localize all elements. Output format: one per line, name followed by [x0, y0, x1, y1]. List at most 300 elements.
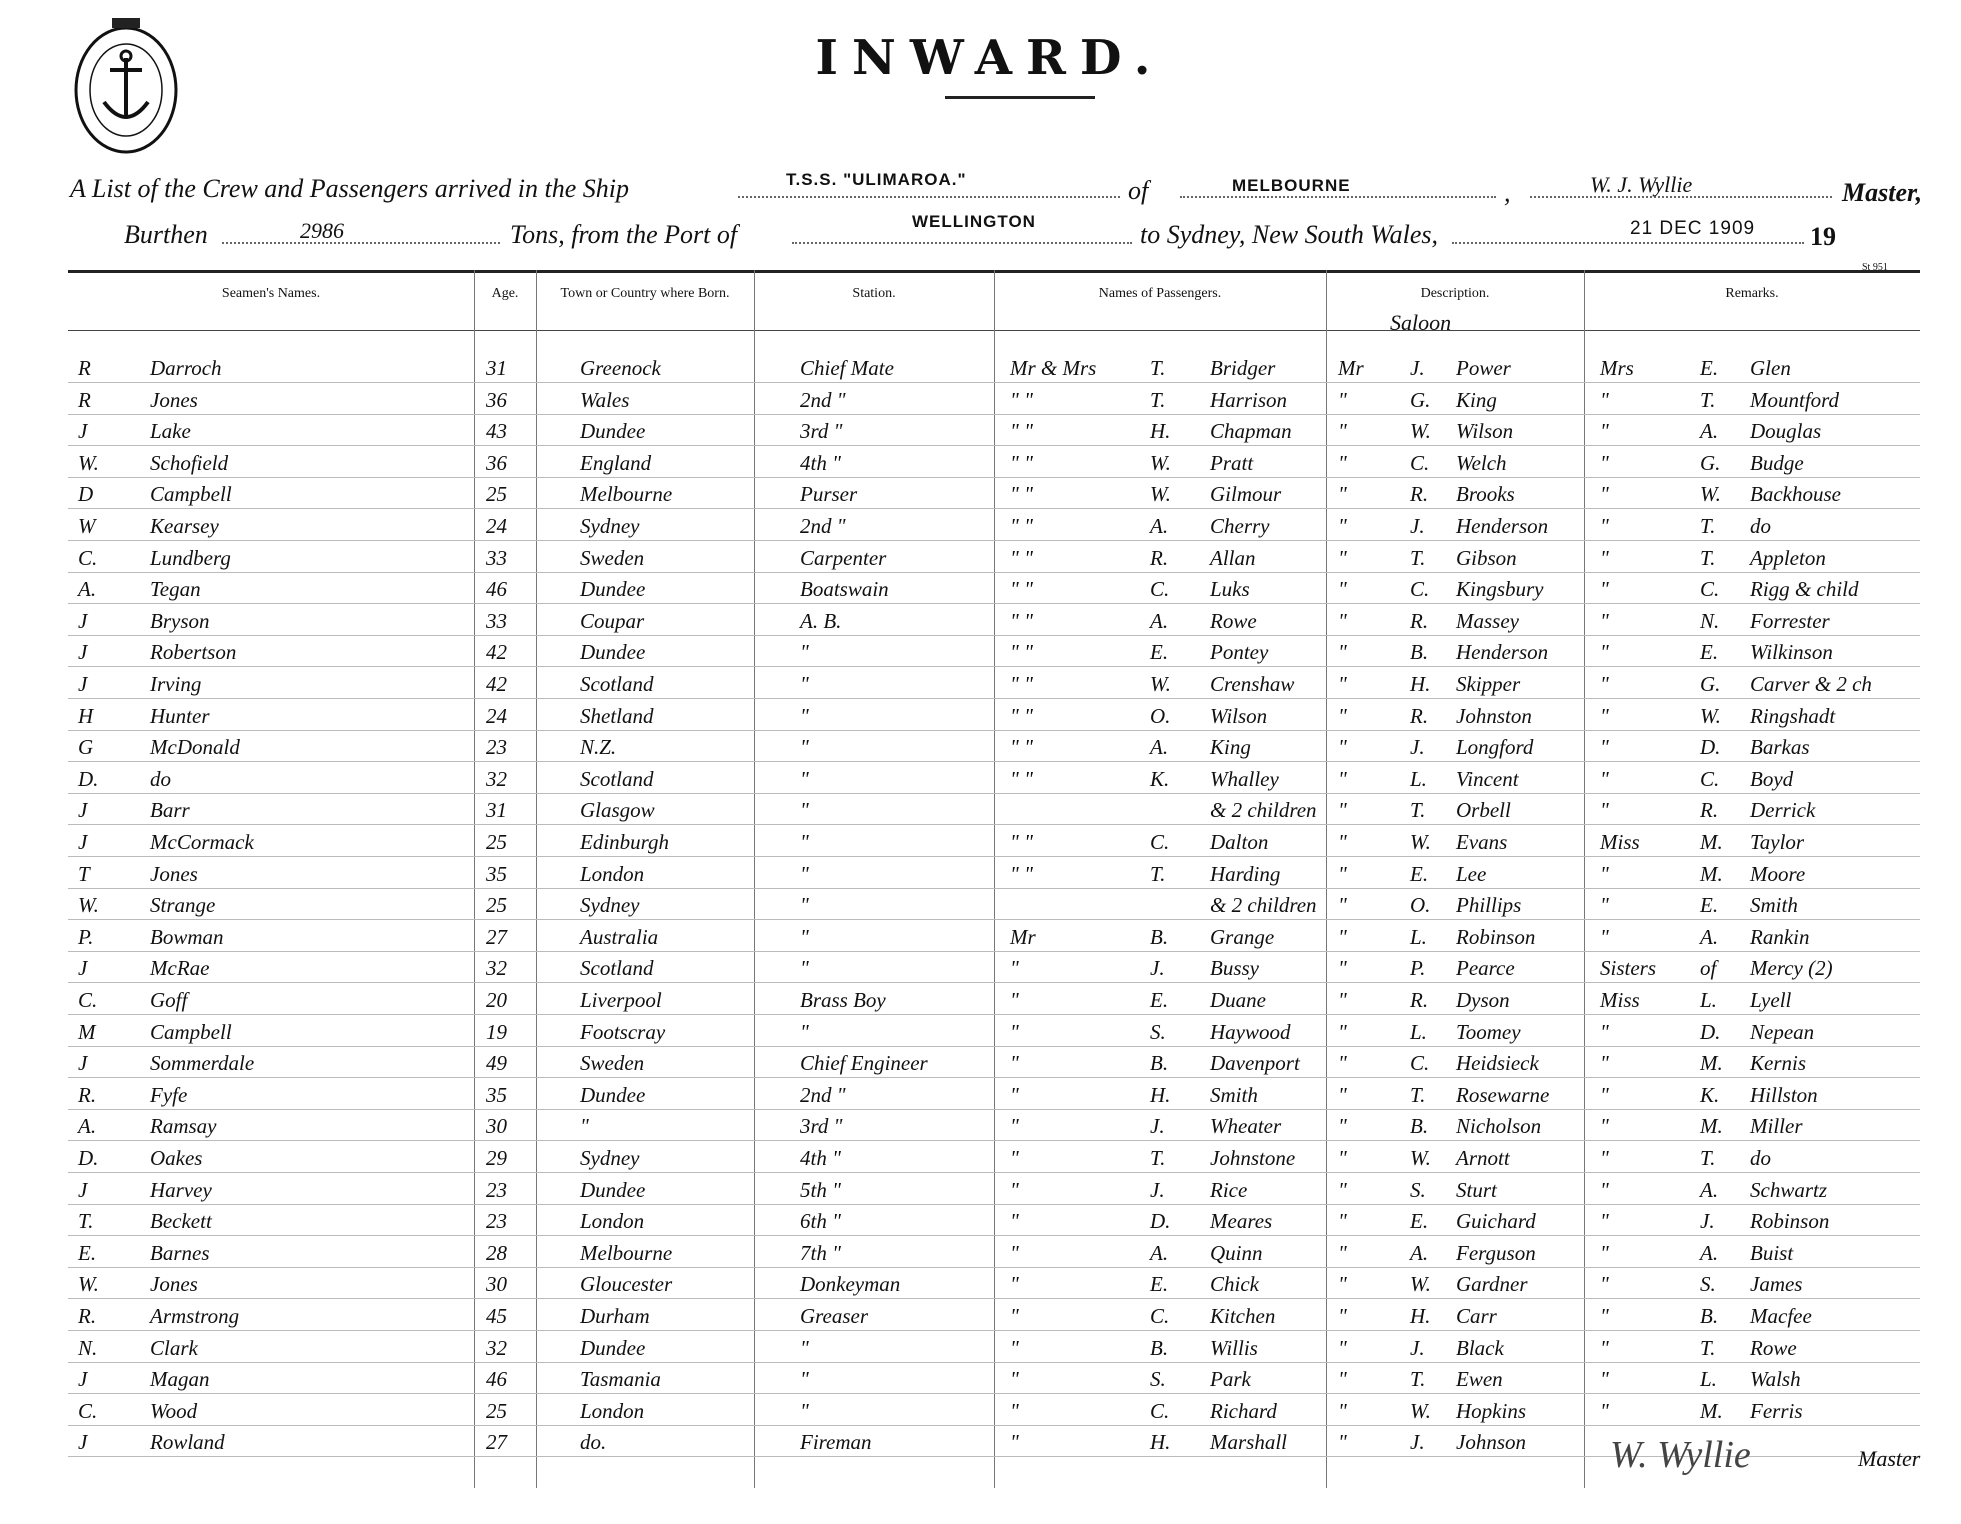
seaman-birthplace: Melbourne	[580, 1241, 673, 1265]
passenger-title: "	[1010, 1114, 1019, 1138]
seaman-surname: Tegan	[150, 577, 201, 601]
burthen-label: Burthen	[124, 220, 208, 249]
seaman-age: 23	[486, 735, 507, 759]
saloon-surname: Nicholson	[1456, 1114, 1542, 1138]
remarks-title: "	[1600, 514, 1609, 538]
saloon-surname: Robinson	[1456, 925, 1536, 949]
saloon-initial: H.	[1410, 672, 1431, 696]
seaman-station: "	[800, 1399, 809, 1423]
seaman-birthplace: Glasgow	[580, 798, 655, 822]
remarks-surname: Schwartz	[1750, 1178, 1828, 1202]
passenger-title: "	[1010, 1083, 1019, 1107]
passenger-title: Mr & Mrs	[1010, 356, 1097, 380]
remarks-title: "	[1600, 1114, 1609, 1138]
remarks-title: "	[1600, 1241, 1609, 1265]
passenger-initial: T.	[1150, 356, 1166, 380]
remarks-surname: Appleton	[1750, 546, 1826, 570]
passenger-surname: Harding	[1210, 862, 1281, 886]
passenger-surname: Pratt	[1210, 451, 1254, 475]
saloon-surname: Pearce	[1456, 956, 1515, 980]
saloon-initial: W.	[1410, 1146, 1431, 1170]
seaman-birthplace: London	[580, 1209, 645, 1233]
remarks-surname: Rigg & child	[1750, 577, 1859, 601]
seaman-surname: Wood	[150, 1399, 198, 1423]
seaman-birthplace: Liverpool	[580, 988, 662, 1012]
remarks-initial: D.	[1700, 735, 1721, 759]
seaman-initial: A.	[78, 577, 97, 601]
saloon-surname: Henderson	[1456, 640, 1549, 664]
from-port-dotted-line	[792, 242, 1132, 244]
remarks-surname: Smith	[1750, 893, 1798, 917]
saloon-title: "	[1338, 988, 1347, 1012]
seaman-birthplace: Footscray	[580, 1020, 666, 1044]
seaman-birthplace: Sydney	[580, 893, 640, 917]
remarks-surname: Barkas	[1750, 735, 1810, 759]
saloon-title: "	[1338, 388, 1347, 412]
remarks-title: "	[1600, 767, 1609, 791]
table-row-rule	[68, 1267, 1920, 1268]
remarks-initial: W.	[1700, 482, 1721, 506]
remarks-initial: A.	[1700, 419, 1719, 443]
ship-name: T.S.S. "ULIMAROA."	[786, 170, 967, 189]
remarks-surname: Miller	[1750, 1114, 1803, 1138]
passenger-surname: Bridger	[1210, 356, 1276, 380]
seaman-birthplace: Dundee	[580, 1336, 646, 1360]
seaman-station: Purser	[800, 482, 858, 506]
saloon-surname: Lee	[1456, 862, 1487, 886]
seaman-station: 3rd "	[800, 419, 843, 443]
passenger-initial: R.	[1150, 546, 1169, 570]
seaman-surname: Clark	[150, 1336, 198, 1360]
remarks-initial: L.	[1700, 988, 1717, 1012]
remarks-initial: E.	[1700, 356, 1719, 380]
seaman-surname: Armstrong	[150, 1304, 240, 1328]
remarks-title: "	[1600, 1051, 1609, 1075]
saloon-title: "	[1338, 640, 1347, 664]
passenger-title: "	[1010, 1051, 1019, 1075]
saloon-title: "	[1338, 830, 1347, 854]
seaman-age: 30	[486, 1114, 507, 1138]
seaman-station: "	[800, 862, 809, 886]
tons-label: Tons, from the Port of	[510, 220, 738, 249]
table-row-rule	[68, 1172, 1920, 1173]
seaman-birthplace: Durham	[580, 1304, 650, 1328]
remarks-initial: M.	[1700, 862, 1723, 886]
passenger-surname: Park	[1210, 1367, 1251, 1391]
remarks-surname: Derrick	[1750, 798, 1816, 822]
seaman-surname: Irving	[150, 672, 202, 696]
remarks-surname: Backhouse	[1750, 482, 1841, 506]
remarks-initial: of	[1700, 956, 1717, 980]
table-row-rule	[68, 793, 1920, 794]
remarks-surname: Douglas	[1750, 419, 1822, 443]
passenger-title: " "	[1010, 388, 1033, 412]
passenger-title: " "	[1010, 862, 1033, 886]
remarks-initial: A.	[1700, 1178, 1719, 1202]
saloon-surname: Johnson	[1456, 1430, 1526, 1454]
seaman-birthplace: Dundee	[580, 577, 646, 601]
seaman-age: 31	[486, 356, 507, 380]
saloon-initial: L.	[1410, 1020, 1427, 1044]
seaman-surname: Jones	[150, 1272, 198, 1296]
seaman-station: 2nd "	[800, 1083, 846, 1107]
saloon-title: "	[1338, 451, 1347, 475]
remarks-initial: M.	[1700, 1051, 1723, 1075]
table-row-rule	[68, 572, 1920, 573]
seaman-age: 43	[486, 419, 507, 443]
remarks-initial: G.	[1700, 672, 1721, 696]
seaman-birthplace: N.Z.	[580, 735, 617, 759]
passenger-initial: B.	[1150, 1051, 1169, 1075]
seaman-initial: J	[78, 798, 88, 822]
seaman-initial: J	[78, 1051, 88, 1075]
saloon-surname: King	[1456, 388, 1497, 412]
col-header-station: Station.	[852, 286, 896, 301]
signature-title: Master	[1858, 1446, 1921, 1471]
table-row-rule	[68, 1014, 1920, 1015]
page-title: INWARD.	[815, 30, 1165, 86]
seaman-surname: Oakes	[150, 1146, 203, 1170]
remarks-surname: Ferris	[1750, 1399, 1803, 1423]
seaman-surname: do	[150, 767, 171, 791]
saloon-title: "	[1338, 672, 1347, 696]
passenger-surname: Allan	[1210, 546, 1256, 570]
remarks-surname: Carver & 2 ch	[1750, 672, 1872, 696]
passenger-initial: A.	[1150, 609, 1169, 633]
saloon-initial: J.	[1410, 1336, 1425, 1360]
saloon-initial: T.	[1410, 1367, 1426, 1391]
saloon-initial: J.	[1410, 1430, 1425, 1454]
remarks-initial: M.	[1700, 1399, 1723, 1423]
seaman-station: Chief Mate	[800, 356, 894, 380]
seaman-surname: Strange	[150, 893, 216, 917]
seaman-initial: J	[78, 1430, 88, 1454]
seaman-station: A. B.	[800, 609, 842, 633]
seaman-birthplace: Scotland	[580, 672, 654, 696]
passenger-surname: Dalton	[1210, 830, 1269, 854]
remarks-title: "	[1600, 419, 1609, 443]
seaman-age: 33	[486, 546, 507, 570]
passenger-surname: Willis	[1210, 1336, 1258, 1360]
seaman-surname: McRae	[150, 956, 210, 980]
saloon-initial: W.	[1410, 419, 1431, 443]
saloon-label: Saloon	[1390, 310, 1452, 335]
passenger-surname: Smith	[1210, 1083, 1258, 1107]
seaman-surname: Campbell	[150, 1020, 232, 1044]
seaman-age: 42	[486, 640, 507, 664]
table-row-rule	[68, 730, 1920, 731]
seaman-birthplace: Dundee	[580, 640, 646, 664]
saloon-surname: Wilson	[1456, 419, 1514, 443]
saloon-initial: O.	[1410, 893, 1431, 917]
seaman-birthplace: Shetland	[580, 704, 654, 728]
saloon-surname: Brooks	[1456, 482, 1515, 506]
remarks-initial: A.	[1700, 1241, 1719, 1265]
saloon-initial: C.	[1410, 451, 1430, 475]
passenger-surname: Harrison	[1210, 388, 1288, 412]
ship-dotted-line	[738, 196, 1120, 198]
saloon-initial: L.	[1410, 925, 1427, 949]
arrival-date-stamp: 21 DEC 1909	[1630, 218, 1756, 239]
of-label: of	[1128, 176, 1149, 205]
saloon-initial: W.	[1410, 830, 1431, 854]
seaman-initial: R.	[78, 1304, 97, 1328]
seaman-surname: Barr	[150, 798, 190, 822]
remarks-initial: D.	[1700, 1020, 1721, 1044]
saloon-surname: Gibson	[1456, 546, 1517, 570]
seaman-initial: J	[78, 672, 88, 696]
date-dotted-line	[1452, 242, 1804, 244]
remarks-title: Sisters	[1600, 956, 1657, 980]
seaman-station: 5th "	[800, 1178, 841, 1202]
saloon-initial: E.	[1410, 862, 1429, 886]
col-divider	[994, 270, 995, 1488]
saloon-initial: A.	[1410, 1241, 1429, 1265]
saloon-surname: Hopkins	[1456, 1399, 1526, 1423]
seaman-initial: J	[78, 956, 88, 980]
passenger-initial: O.	[1150, 704, 1171, 728]
seaman-initial: J	[78, 640, 88, 664]
table-row-rule	[68, 382, 1920, 383]
saloon-title: "	[1338, 482, 1347, 506]
header-comma: ,	[1504, 178, 1511, 207]
remarks-surname: Budge	[1750, 451, 1804, 475]
passenger-surname: Kitchen	[1210, 1304, 1276, 1328]
table-row-rule	[68, 982, 1920, 983]
saloon-title: "	[1338, 1304, 1347, 1328]
table-row-rule	[68, 1204, 1920, 1205]
saloon-surname: Ewen	[1456, 1367, 1503, 1391]
passenger-surname: Quinn	[1210, 1241, 1263, 1265]
seaman-age: 35	[486, 862, 507, 886]
remarks-surname: Rowe	[1750, 1336, 1797, 1360]
passenger-title: "	[1010, 1336, 1019, 1360]
saloon-initial: C.	[1410, 577, 1430, 601]
table-row-rule	[68, 414, 1920, 415]
saloon-initial: T.	[1410, 798, 1426, 822]
year-suffix: 19	[1810, 222, 1836, 251]
seaman-initial: N.	[78, 1336, 98, 1360]
passenger-surname: Chapman	[1210, 419, 1292, 443]
remarks-initial: G.	[1700, 451, 1721, 475]
passenger-surname: Haywood	[1210, 1020, 1291, 1044]
seaman-station: "	[800, 767, 809, 791]
passenger-surname: Pontey	[1210, 640, 1269, 664]
saloon-initial: J.	[1410, 356, 1425, 380]
from-port: WELLINGTON	[912, 212, 1036, 231]
seaman-age: 25	[486, 830, 507, 854]
passenger-title: " "	[1010, 419, 1033, 443]
seaman-surname: Fyfe	[150, 1083, 188, 1107]
col-divider	[536, 270, 537, 1488]
remarks-title: "	[1600, 925, 1609, 949]
saloon-initial: R.	[1410, 482, 1429, 506]
master-signature: W. Wyllie	[1610, 1434, 1751, 1476]
passenger-initial: T.	[1150, 388, 1166, 412]
seaman-surname: Goff	[150, 988, 188, 1012]
table-row-rule	[68, 698, 1920, 699]
remarks-initial: R.	[1700, 798, 1719, 822]
passenger-surname: Richard	[1210, 1399, 1277, 1423]
saloon-surname: Power	[1456, 356, 1511, 380]
remarks-title: "	[1600, 1272, 1609, 1296]
remarks-surname: Ringshadt	[1750, 704, 1836, 728]
title-rule	[945, 96, 1095, 99]
port-dotted-line	[1180, 196, 1496, 198]
seaman-age: 32	[486, 767, 507, 791]
remarks-surname: Mountford	[1750, 388, 1840, 412]
passenger-initial: H.	[1150, 419, 1171, 443]
passenger-surname: Grange	[1210, 925, 1275, 949]
seaman-age: 23	[486, 1178, 507, 1202]
passenger-title: "	[1010, 1367, 1019, 1391]
passenger-initial: C.	[1150, 1304, 1170, 1328]
col-divider	[474, 270, 475, 1488]
seaman-initial: R	[78, 356, 91, 380]
table-row-rule	[68, 856, 1920, 857]
table-row-rule	[68, 1298, 1920, 1299]
passenger-initial: E.	[1150, 640, 1169, 664]
seaman-initial: J	[78, 830, 88, 854]
seaman-birthplace: Wales	[580, 388, 630, 412]
remarks-initial: T.	[1700, 1146, 1716, 1170]
remarks-surname: Kernis	[1750, 1051, 1807, 1075]
seaman-initial: W.	[78, 1272, 99, 1296]
remarks-initial: T.	[1700, 546, 1716, 570]
saloon-title: "	[1338, 609, 1347, 633]
passenger-title: "	[1010, 1304, 1019, 1328]
remarks-title: "	[1600, 1209, 1609, 1233]
passenger-initial: S.	[1150, 1020, 1166, 1044]
saloon-title: "	[1338, 925, 1347, 949]
seaman-station: 2nd "	[800, 388, 846, 412]
passenger-initial: K.	[1150, 767, 1170, 791]
passenger-title: " "	[1010, 577, 1033, 601]
seaman-surname: Bryson	[150, 609, 210, 633]
passenger-surname: King	[1210, 735, 1251, 759]
passenger-surname: Davenport	[1210, 1051, 1300, 1075]
seaman-birthplace: Australia	[580, 925, 659, 949]
saloon-surname: Sturt	[1456, 1178, 1497, 1202]
saloon-initial: W.	[1410, 1272, 1431, 1296]
seaman-station: Chief Engineer	[800, 1051, 928, 1075]
seaman-age: 33	[486, 609, 507, 633]
passenger-surname: Rowe	[1210, 609, 1257, 633]
remarks-title: "	[1600, 1178, 1609, 1202]
saloon-initial: C.	[1410, 1051, 1430, 1075]
seaman-initial: E.	[78, 1241, 97, 1265]
saloon-surname: Arnott	[1456, 1146, 1510, 1170]
saloon-surname: Orbell	[1456, 798, 1511, 822]
seaman-age: 24	[486, 704, 507, 728]
master-label: Master,	[1842, 178, 1923, 207]
seaman-birthplace: do.	[580, 1430, 607, 1454]
seaman-surname: Lake	[150, 419, 191, 443]
seaman-age: 30	[486, 1272, 507, 1296]
seaman-station: 3rd "	[800, 1114, 843, 1138]
passenger-title: "	[1010, 956, 1019, 980]
seaman-birthplace: "	[580, 1114, 589, 1138]
saloon-surname: Johnston	[1456, 704, 1532, 728]
seaman-surname: Magan	[150, 1367, 210, 1391]
saloon-surname: Evans	[1456, 830, 1508, 854]
remarks-initial: J.	[1700, 1209, 1715, 1233]
saloon-initial: R.	[1410, 988, 1429, 1012]
saloon-title: "	[1338, 1083, 1347, 1107]
saloon-surname: Welch	[1456, 451, 1507, 475]
seaman-birthplace: Dundee	[580, 1083, 646, 1107]
passenger-initial: A.	[1150, 514, 1169, 538]
seaman-birthplace: Coupar	[580, 609, 645, 633]
col-header-remarks: Remarks.	[1725, 286, 1779, 301]
remarks-surname: Nepean	[1750, 1020, 1815, 1044]
seaman-age: 25	[486, 482, 507, 506]
seaman-initial: C.	[78, 988, 98, 1012]
passenger-initial: C.	[1150, 830, 1170, 854]
seaman-age: 32	[486, 956, 507, 980]
table-row-rule	[68, 603, 1920, 604]
seaman-age: 42	[486, 672, 507, 696]
to-label: to Sydney, New South Wales,	[1140, 220, 1439, 249]
remarks-surname: Robinson	[1750, 1209, 1830, 1233]
seaman-age: 25	[486, 1399, 507, 1423]
remarks-initial: M.	[1700, 830, 1723, 854]
seaman-age: 19	[486, 1020, 507, 1044]
table-row-rule	[68, 635, 1920, 636]
saloon-initial: B.	[1410, 640, 1429, 664]
passenger-surname: Marshall	[1210, 1430, 1288, 1454]
seaman-station: "	[800, 956, 809, 980]
remarks-title: "	[1600, 893, 1609, 917]
seaman-birthplace: Scotland	[580, 767, 654, 791]
seaman-birthplace: Dundee	[580, 419, 646, 443]
seaman-station: "	[800, 1020, 809, 1044]
table-row-rule	[68, 1077, 1920, 1078]
seaman-surname: Lundberg	[150, 546, 231, 570]
seaman-birthplace: Sweden	[580, 1051, 645, 1075]
burthen-value: 2986	[300, 218, 344, 243]
saloon-surname: Ferguson	[1456, 1241, 1536, 1265]
remarks-initial: S.	[1700, 1272, 1716, 1296]
seaman-initial: J	[78, 609, 88, 633]
seaman-station: "	[800, 1367, 809, 1391]
remarks-initial: T.	[1700, 514, 1716, 538]
saloon-title: "	[1338, 1399, 1347, 1423]
passenger-initial: W.	[1150, 451, 1171, 475]
seaman-initial: W.	[78, 893, 99, 917]
col-header-description: Description.	[1420, 286, 1490, 301]
saloon-surname: Longford	[1456, 735, 1534, 759]
seaman-station: Carpenter	[800, 546, 887, 570]
table-row-rule	[68, 540, 1920, 541]
remarks-title: Miss	[1600, 830, 1640, 854]
seaman-initial: C.	[78, 546, 98, 570]
passenger-title: " "	[1010, 704, 1033, 728]
passenger-initial: T.	[1150, 1146, 1166, 1170]
passenger-initial: A.	[1150, 735, 1169, 759]
remarks-surname: Forrester	[1750, 609, 1830, 633]
col-header-passenger-names: Names of Passengers.	[1098, 286, 1222, 301]
passenger-surname: Cherry	[1210, 514, 1270, 538]
remarks-title: "	[1600, 1020, 1609, 1044]
seaman-birthplace: Sydney	[580, 1146, 640, 1170]
remarks-surname: do	[1750, 514, 1771, 538]
saloon-surname: Kingsbury	[1456, 577, 1544, 601]
seaman-age: 31	[486, 798, 507, 822]
saloon-initial: J.	[1410, 735, 1425, 759]
seaman-birthplace: Tasmania	[580, 1367, 661, 1391]
remarks-surname: Boyd	[1750, 767, 1794, 791]
